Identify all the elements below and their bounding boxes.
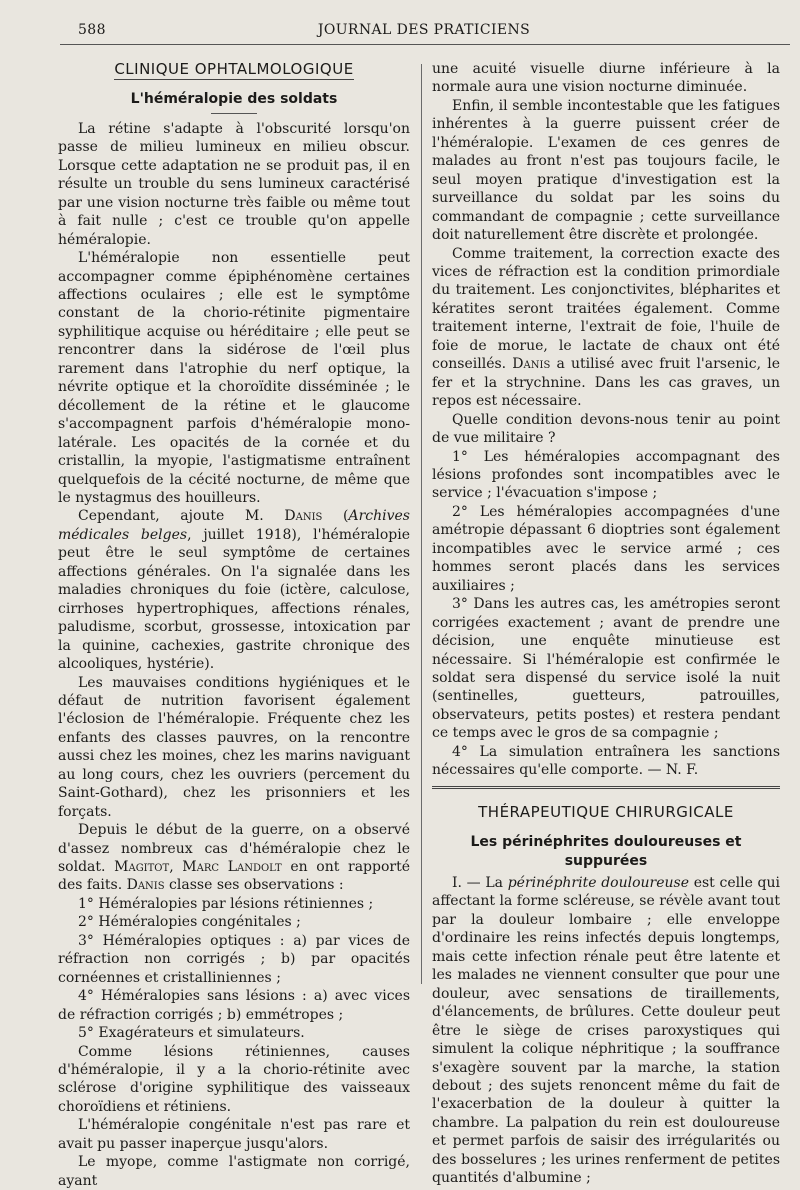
paragraph: L'héméralopie congénitale n'est pas rare et avait pu passer inaperçue jusqu'alors.	[58, 1117, 410, 1152]
author-name: Danis	[126, 877, 165, 894]
author-name: Danis	[512, 356, 551, 373]
paragraph: Quelle condition devons-nous tenir au point de vue militaire ?	[432, 411, 780, 447]
paragraph: Comme lésions rétiniennes, causes d'héméralopie, il y a la chorio-rétinite avec sclérose d'origine syphilitique des vaisseaux choroïdiens et rétiniens.	[58, 1043, 410, 1115]
author-name: Marc Landolt	[182, 859, 282, 876]
running-head	[78, 22, 770, 42]
list-item: 1° Les héméralopies accompagnant des lésions profondes sont incompatibles avec le service ; l'évacuation s'impose ;	[432, 448, 780, 502]
citation: Archives médicales belges	[58, 508, 410, 543]
section-separator	[432, 786, 780, 791]
paragraph: I. — La périnéphrite douloureuse est celle qui affectant la forme scléreuse, se révèle avant tout par la douleur lombaire ; elle enveloppe d'ordinaire les reins infectés depuis longtemps, mais cette infection rénale peut être latente et les malades ne viennent consulter que pour une douleur, avec sensations de tiraillements, d'élancements, de brûlures. Cette douleur peut être le siège de crises paroxystiques qui simulent la colique néphritique ; la souffrance s'exagère souvent par la marche, la station debout ; des sujets renoncent même du fait de l'exacerbation de la douleur à quitter la chambre. La palpation du rein est douloureuse et permet parfois de saisir des irrégularités ou des bosselures ; les urines renferment de petites quantités d'albumine ;	[432, 875, 780, 1187]
paragraph: La rétine s'adapte à l'obscurité lorsqu'on passe de milieu lumineux en milieu obscur. Lorsque cette adaptation ne se produit pas, il en résulte un trouble du sens lumineux caractérisé par une vision nocturne très faible ou même tout à fait nulle ; c'est ce trouble qu'on appelle héméralopie.	[58, 120, 410, 248]
column-divider	[421, 64, 422, 984]
section-title-therapeutique: THÉRAPEUTIQUE CHIRURGICALE	[478, 802, 734, 821]
left-column	[58, 60, 410, 1190]
list-item: 5° Exagérateurs et simulateurs.	[78, 1025, 305, 1042]
right-column	[432, 60, 780, 1188]
paragraph: Comme traitement, la correction exacte des vices de réfraction est la condition primordiale du traitement. Les conjonctivites, blépharites et kératites seront traitées également. Comme traitement interne, l'extrait de foie, l'huile de foie de morue, le lactate de chaux ont été conseillés. Danis a utilisé avec fruit l'arsenic, le fer et la strychnine. Dans les cas graves, un repos est nécessaire.	[432, 245, 781, 410]
list-item: 1° Héméralopies par lésions rétiniennes ;	[78, 895, 374, 912]
title-rule	[211, 113, 257, 114]
paragraph: L'héméralopie non essentielle peut accompagner comme épiphénomène certaines affections oculaires ; elle est le symptôme constant de la chorio-rétinite pigmentaire syphilitique acquise ou héréditaire ; elle peut se rencontrer dans la sidérose de l'œil plus rarement dans l'atrophie du nerf optique, la névrite optique et la choroïdite disséminée ; le décollement de la rétine et le glaucome s'accompagnent parfois d'héméralopie mono-latérale. Les opacités de la cornée et du cristallin, la myopie, l'astigmatisme entraînent quelquefois de la cécité nocturne, de même que le nystagmus des houilleurs.	[58, 250, 410, 506]
article-title-perinephrites: Les périnéphrites douloureuses et suppurées	[470, 834, 742, 869]
author-name: Magitot	[114, 859, 170, 876]
paragraph: Les mauvaises conditions hygiéniques et le défaut de nutrition favorisent également l'éclosion de l'héméralopie. Fréquente chez les enfants des classes pauvres, on la rencontre aussi chez les moines, chez les marins naviguant au long cours, chez les ouvriers (percement du Saint-Gothard), chez les prisonniers et les forçats.	[58, 674, 410, 820]
author-name: Danis	[284, 508, 323, 525]
page-number: 588	[78, 22, 106, 38]
journal-title: JOURNAL DES PRATICIENS	[317, 22, 531, 38]
list-item: 3° Dans les autres cas, les amétropies seront corrigées exactement ; avant de prendre une décision, une enquête minutieuse est nécessaire. Si l'héméralopie est confirmée le soldat sera dispensé du service isolé la nuit (sentinelles, guetteurs, patrouilles, observateurs, petits postes) et restera pendant ce temps avec le gros de sa compagnie ;	[432, 596, 780, 742]
military-conditions-list	[432, 448, 780, 780]
article-title-hemeralopie: L'héméralopie des soldats	[130, 91, 338, 108]
paragraph: Le myope, comme l'astigmate non corrigé, ayant	[58, 1154, 410, 1189]
list-item: 3° Héméralopies optiques : a) par vices de réfraction non corrigés ; b) par opacités cornéennes et cristalliniennes ;	[58, 932, 410, 986]
header-rule	[60, 44, 790, 45]
list-item: 4° Héméralopies sans lésions : a) avec vices de réfraction corrigés ; b) emmétropes ;	[58, 988, 410, 1023]
list-item: 2° Les héméralopies accompagnées d'une amétropie dépassant 6 dioptries sont également incompatibles avec le service armé ; ces hommes seront placés dans les services auxiliaires ;	[432, 503, 780, 594]
list-item: 2° Héméralopies congénitales ;	[78, 914, 301, 931]
section-title-ophtalmo: CLINIQUE OPHTALMOLOGIQUE	[114, 60, 354, 78]
list-item: 4° La simulation entraînera les sanctions nécessaires qu'elle comporte. — N. F.	[432, 743, 780, 779]
paragraph: une acuité visuelle diurne inférieure à la normale aura une vision nocturne diminuée.	[432, 61, 780, 96]
classification-list	[58, 895, 410, 1043]
paragraph: Cependant, ajoute M. Danis (Archives médicales belges, juillet 1918), l'héméralopie peut être le seul symptôme de certaines affections générales. On l'a signalée dans les maladies chroniques du foie (ictère, calculose, cirrhoses hypertrophiques, affections rénales, paludisme, scorbut, grossesse, intoxication par la quinine, cachexies, gastrite chronique des alcooliques, hystérie).	[58, 508, 410, 673]
paragraph: Depuis le début de la guerre, on a observé d'assez nombreux cas d'héméralopie chez le soldat. Magitot, Marc Landolt en ont rapporté des faits. Danis classe ses observations :	[58, 822, 410, 894]
paragraph: Enfin, il semble incontestable que les fatigues inhérentes à la guerre puissent créer de l'héméralopie. L'examen de ces genres de malades au front n'est pas toujours facile, le seul moyen pratique d'investigation est la surveillance du soldat par les soins du commandant de compagnie ; cette surveillance doit naturellement être discrète et prolongée.	[432, 97, 780, 244]
